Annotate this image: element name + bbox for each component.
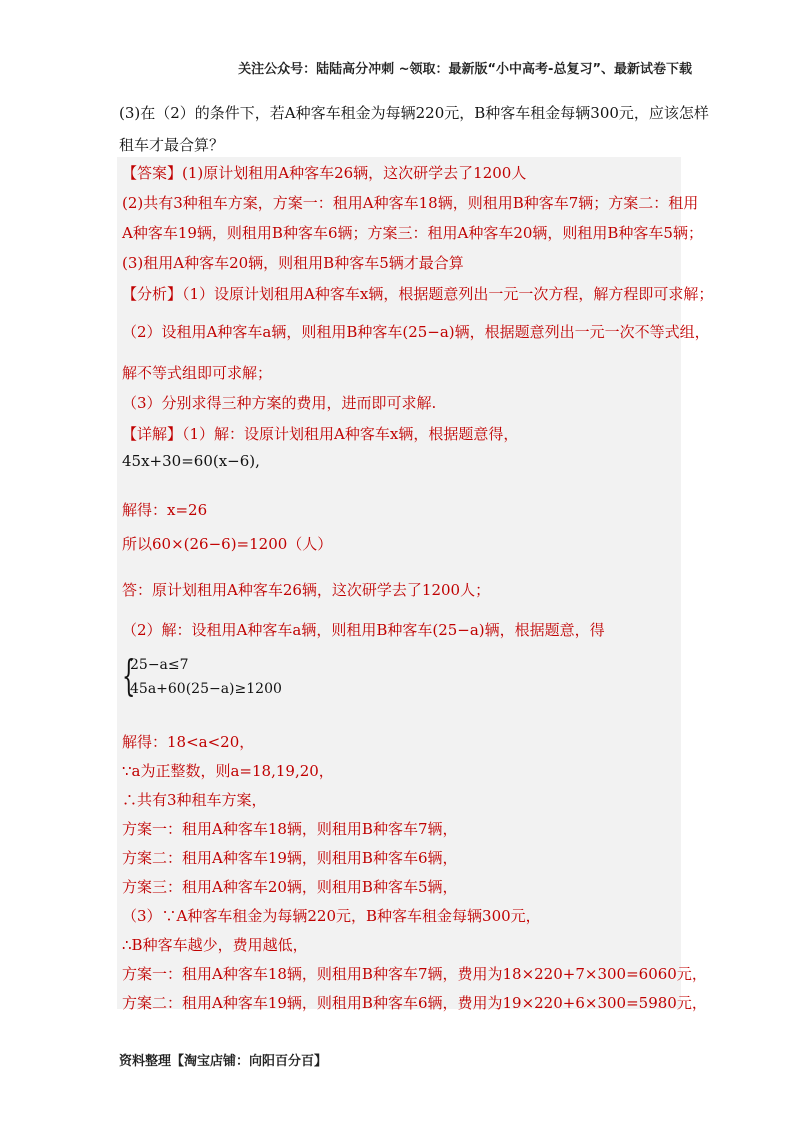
- equation: 45x+30=60(x−6),: [122, 452, 260, 470]
- detail-line: ∴共有3种租车方案，: [122, 791, 267, 809]
- detail-line: （2）解：设租用A种客车a辆，则租用B种客车(25−a)辆，根据题意，得: [122, 621, 605, 639]
- answer-line: A种客车19辆，则租用B种客车6辆；方案三：租用A种客车20辆，则租用B种客车5辆；: [122, 224, 703, 242]
- plan-line: 方案三：租用A种客车20辆，则租用B种客车5辆，: [122, 878, 458, 896]
- detail-line: ∵a为正整数，则a=18,19,20，: [122, 762, 334, 780]
- answer-line: (3)租用A种客车20辆，则租用B种客车5辆才最合算: [122, 254, 464, 272]
- detail-line: （3）∵A种客车租金为每辆220元，B种客车租金每辆300元，: [122, 907, 541, 925]
- analysis-line: （3）分别求得三种方案的费用，进而即可求解.: [122, 394, 437, 412]
- analysis-line: 【分析】（1）设原计划租用A种客车x辆，根据题意列出一元一次方程，解方程即可求解；: [122, 285, 714, 303]
- analysis-line: 解不等式组即可求解；: [122, 364, 273, 382]
- page-header: 关注公众号：陆陆高分冲刺 ~领取：最新版“小中高考-总复习”、最新试卷下载: [238, 62, 692, 77]
- detail-line: 所以60×(26−6)=1200（人）: [122, 535, 333, 553]
- detail-line: 答：原计划租用A种客车26辆，这次研学去了1200人；: [122, 581, 491, 599]
- plan-line: 方案二：租用A种客车19辆，则租用B种客车6辆，: [122, 849, 458, 867]
- page-footer: 资料整理【淘宝店铺：向阳百分百】: [119, 1054, 328, 1069]
- detail-line: 解得：18<a<20，: [122, 733, 255, 751]
- question-line-1: (3)在（2）的条件下，若A种客车租金为每辆220元，B种客车租金每辆300元，应该怎样: [119, 104, 709, 122]
- inequality-system: [122, 651, 382, 703]
- analysis-line: （2）设租用A种客车a辆，则租用B种客车(25−a)辆，根据题意列出一元一次不等式组，: [122, 323, 710, 341]
- plan-line: 方案一：租用A种客车18辆，则租用B种客车7辆，: [122, 820, 458, 838]
- cost-line: 方案一：租用A种客车18辆，则租用B种客车7辆，费用为18×220+7×300=6060元，: [122, 965, 707, 983]
- inequality-2: 45a+60(25−a)≥1200: [130, 681, 282, 697]
- detail-line: 【详解】（1）解：设原计划租用A种客车x辆，根据题意得，: [122, 425, 519, 443]
- answer-line: 【答案】(1)原计划租用A种客车26辆，这次研学去了1200人: [122, 164, 527, 182]
- detail-line: ∴B种客车越少，费用越低，: [122, 936, 308, 954]
- cost-line: 方案二：租用A种客车19辆，则租用B种客车6辆，费用为19×220+6×300=5980元，: [122, 994, 707, 1012]
- question-line-2: 租车才最合算？: [119, 136, 225, 154]
- inequality-1: 25−a≤7: [130, 657, 189, 673]
- detail-line: 解得：x=26: [122, 501, 208, 519]
- answer-line: (2)共有3种租车方案，方案一：租用A种客车18辆，则租用B种客车7辆；方案二：租用: [122, 194, 699, 212]
- brace: {: [122, 651, 136, 700]
